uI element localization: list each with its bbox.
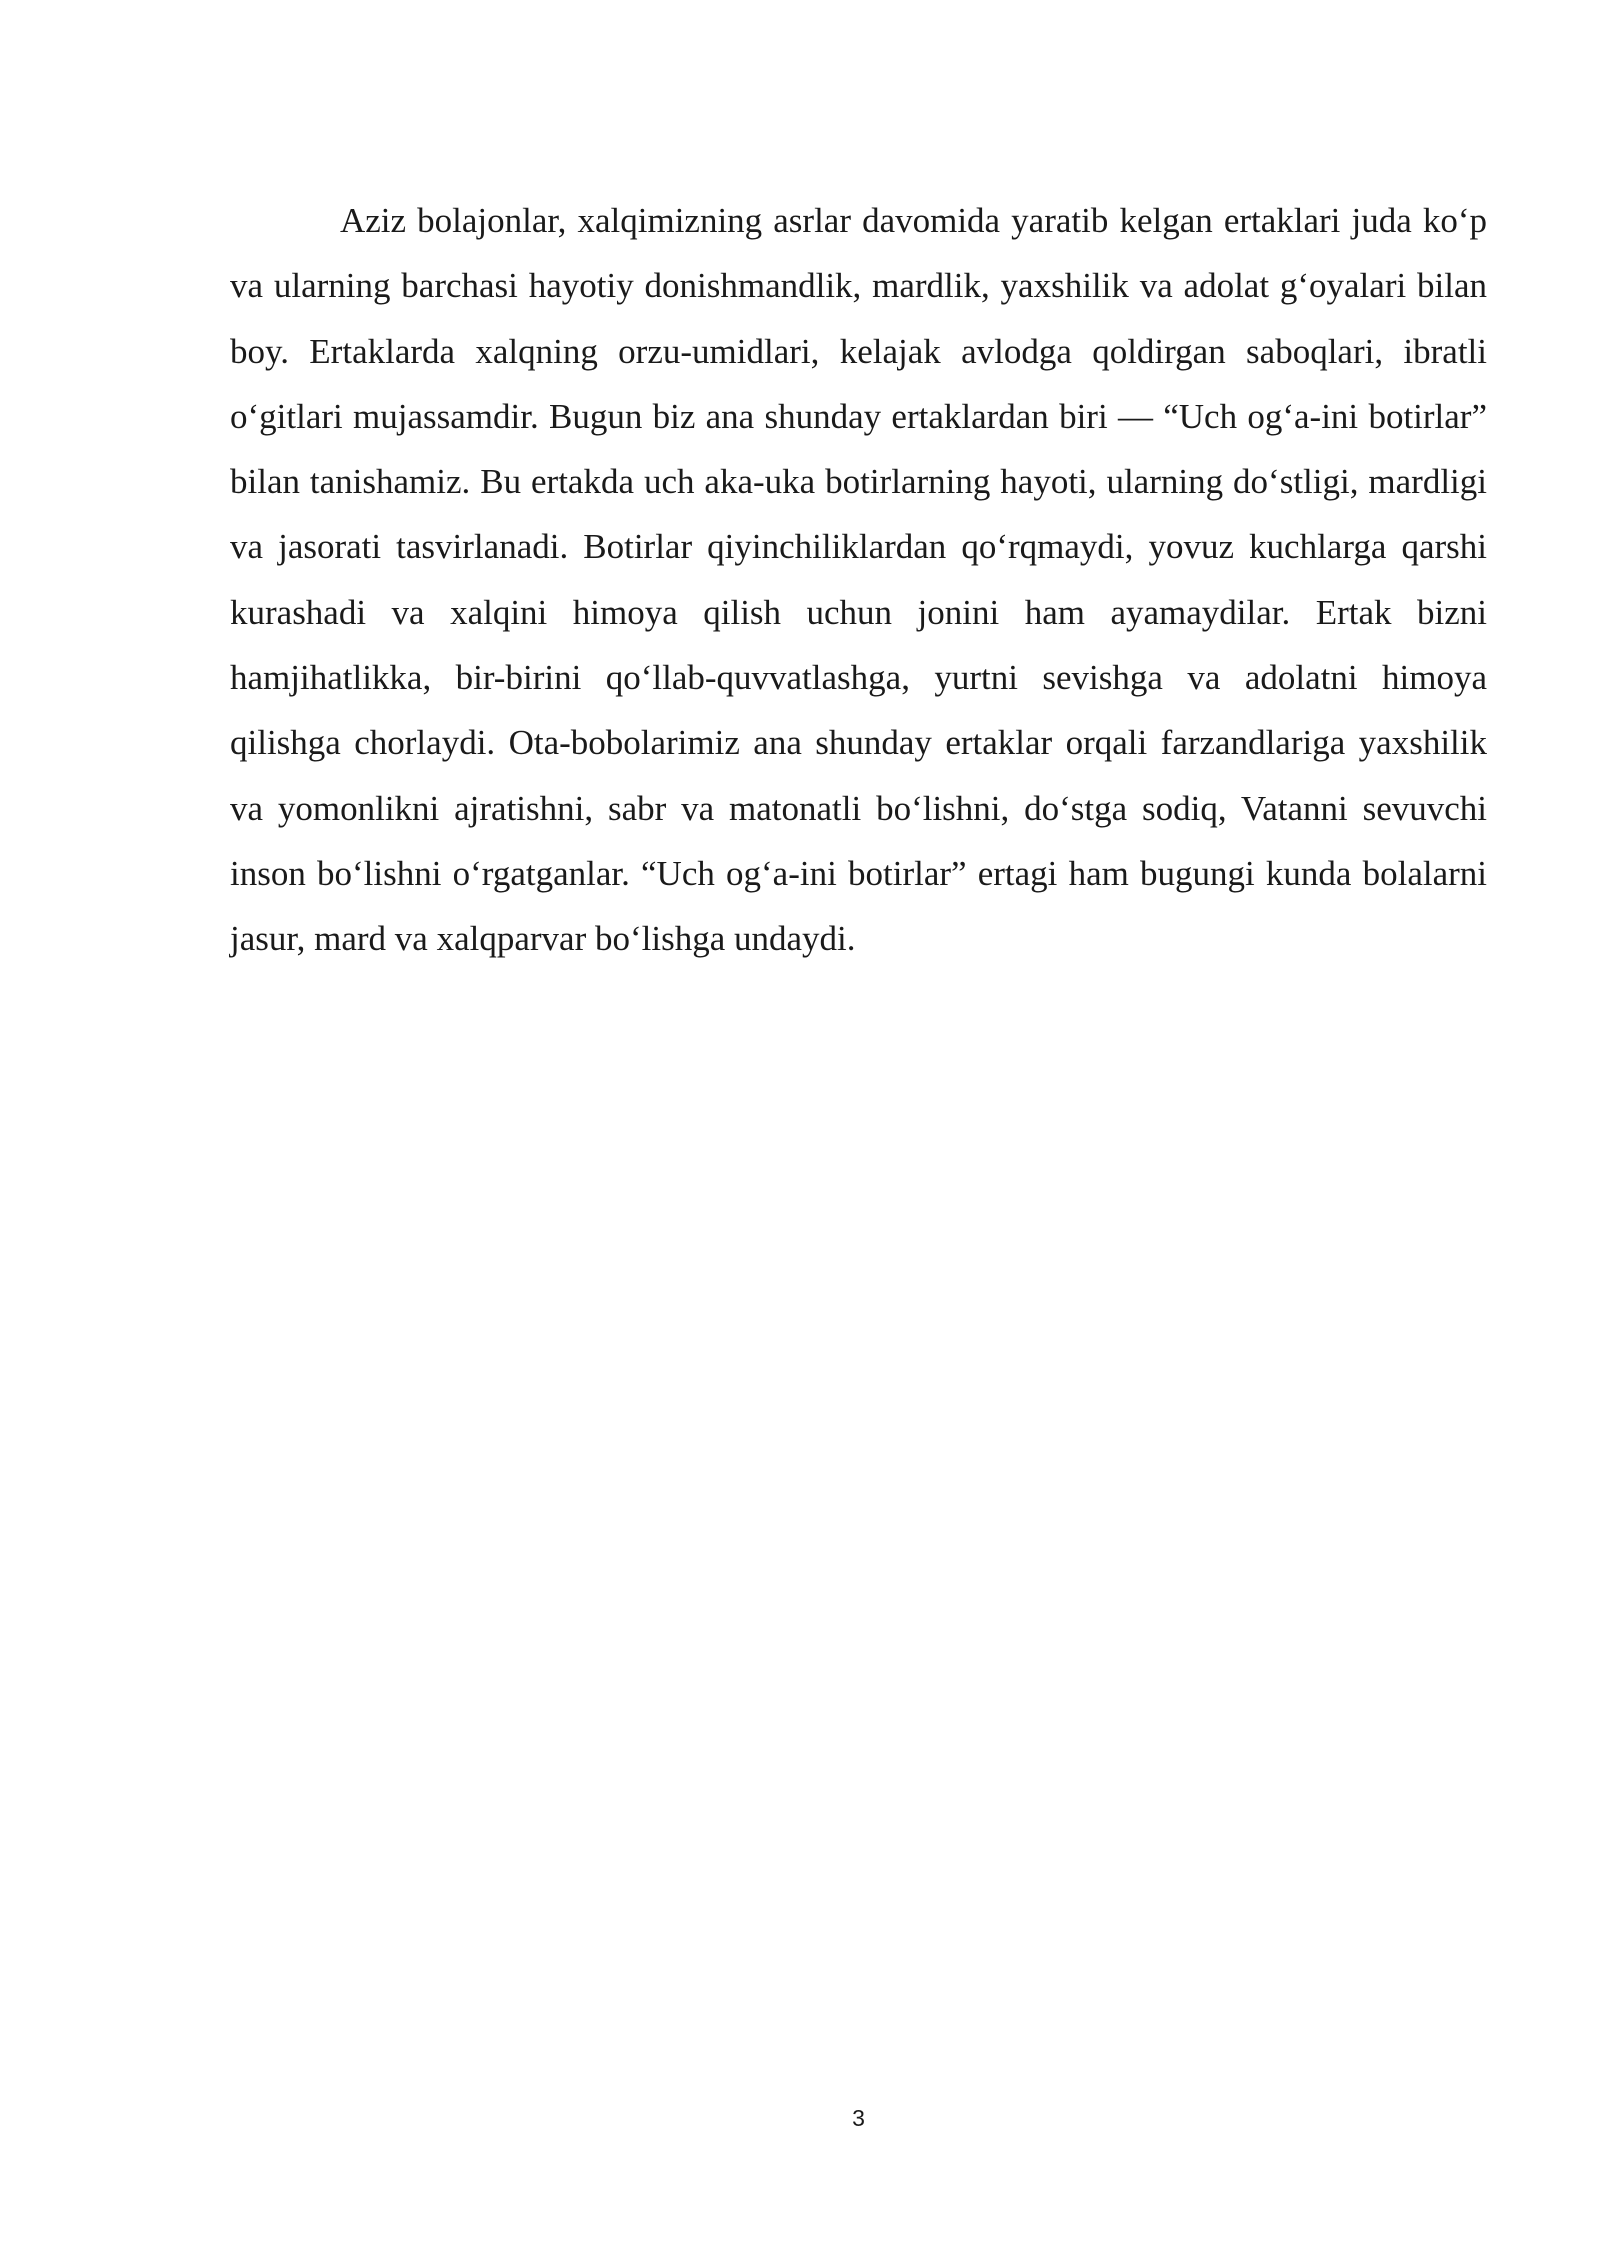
page-number: 3 [852,2105,865,2131]
body-paragraph: Aziz bolajonlar, xalqimizning asrlar davomida yaratib kelgan ertaklari juda ko‘p va ularning barchasi hayotiy donishmandlik, mardlik, yaxshilik va adolat g‘oyalari bilan boy. Ertaklarda xalqning orzu-umidlari, kelajak avlodga qoldirgan saboqlari, ibratli o‘gitlari mujassamdir. Bugun biz ana shunday ertaklardan biri — “Uch og‘a-ini botirlar” bilan tanishamiz. Bu ertakda uch aka-uka botirlarning hayoti, ularning do‘stligi, mardligi va jasorati tasvirlanadi. Botirlar qiyinchiliklardan qo‘rqmaydi, yovuz kuchlarga qarshi kurashadi va xalqini himoya qilish uchun jonini ham ayamaydilar. Ertak bizni hamjihatlikka, bir-birini qo‘llab-quvvatlashga, yurtni sevishga va adolatni himoya qilishga chorlaydi. Ota-bobolarimiz ana shunday ertaklar orqali farzandlariga yaxshilik va yomonlikni ajratishni, sabr va matonatli bo‘lishni, do‘stga sodiq, Vatanni sevuvchi inson bo‘lishni o‘rgatganlar. “Uch og‘a-ini botirlar” ertagi ham bugungi kunda bolalarni jasur, mard va xalqparvar bo‘lishga undaydi. [230,201,1487,959]
